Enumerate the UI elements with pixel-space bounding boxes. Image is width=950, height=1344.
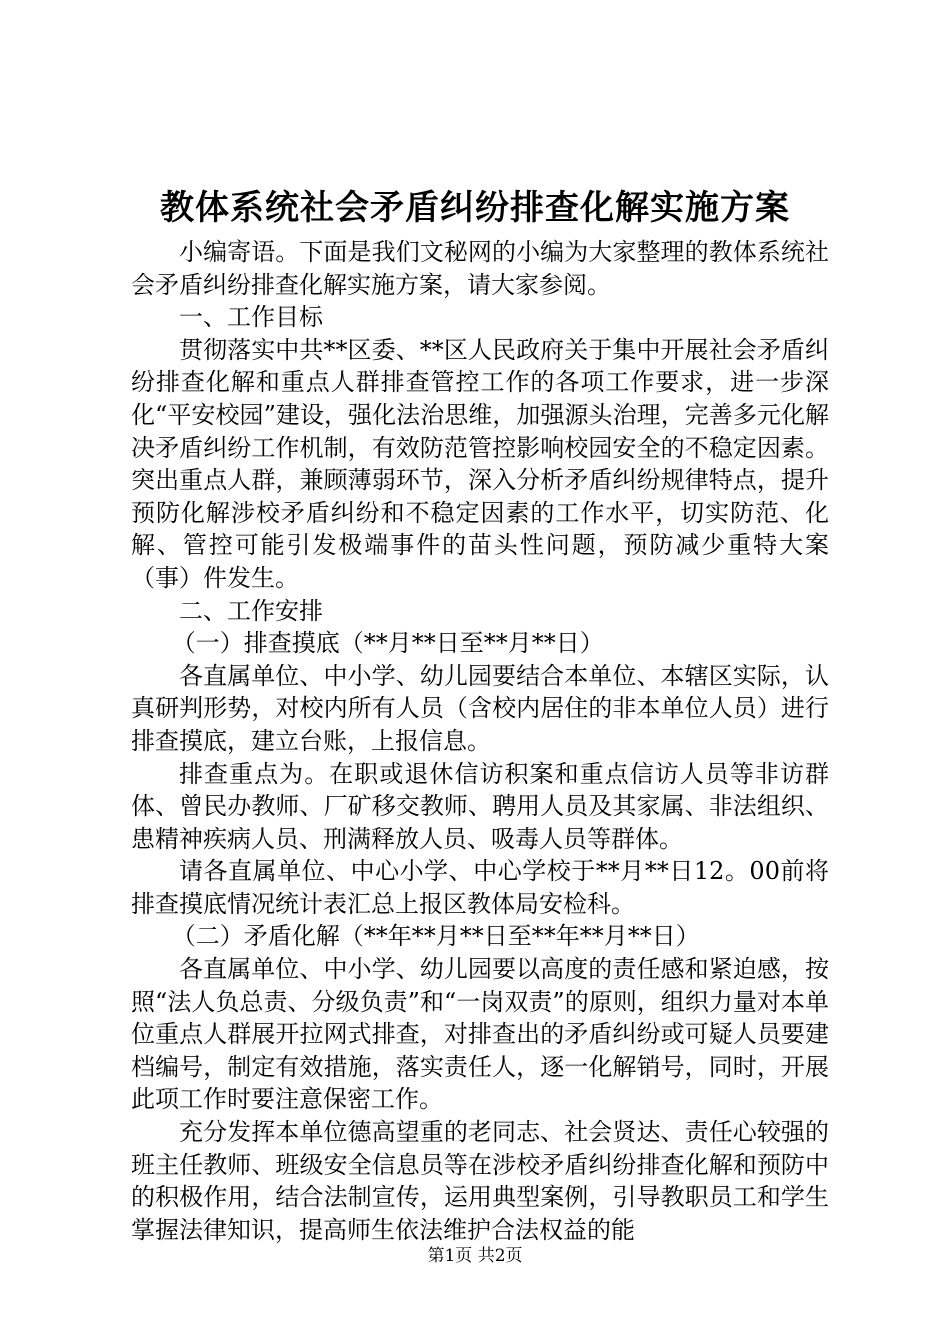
resolution-role-paragraph: 充分发挥本单位德高望重的老同志、社会贤达、责任心较强的班主任教师、班级安全信息员等在涉校矛盾纠纷排查化解和预防中的积极作用，结合法制宣传，运用典型案例，引导教职员工和学生掌握法律知识，提高师生依法维护合法权益的能 <box>131 1118 829 1244</box>
survey-report-paragraph: 请各直属单位、中心小学、中心学校于**月**日12。00前将排查摸底情况统计表汇总上报区教体局安检科。 <box>131 857 829 918</box>
subsection-heading-resolution: （二）矛盾化解（**年**月**日至**年**月**日） <box>171 922 700 951</box>
intro-paragraph: 小编寄语。下面是我们文秘网的小编为大家整理的教体系统社会矛盾纠纷排查化解实施方案，请大家参阅。 <box>131 238 829 299</box>
section-heading-arrangement: 二、工作安排 <box>179 596 323 625</box>
resolution-paragraph: 各直属单位、中小学、幼儿园要以高度的责任感和紧迫感，按照“法人负总责、分级负责”和“一岗双责”的原则，组织力量对本单位重点人群展开拉网式排查，对排查出的矛盾纠纷或可疑人员要建档编号，制定有效措施，落实责任人，逐一化解销号，同时，开展此项工作时要注意保密工作。 <box>131 955 829 1114</box>
section-heading-goals: 一、工作目标 <box>179 303 323 332</box>
survey-focus-paragraph: 排查重点为。在职或退休信访积案和重点信访人员等非访群体、曾民办教师、厂矿移交教师、聘用人员及其家属、非法组织、患精神疾病人员、刑满释放人员、吸毒人员等群体。 <box>131 759 829 853</box>
page-number: 第1页 共2页 <box>427 1246 523 1266</box>
survey-paragraph: 各直属单位、中小学、幼儿园要结合本单位、本辖区实际，认真研判形势，对校内所有人员（含校内居住的非本单位人员）进行排查摸底，建立台账，上报信息。 <box>131 661 829 755</box>
goals-paragraph: 贯彻落实中共**区委、**区人民政府关于集中开展社会矛盾纠纷排查化解和重点人群排查管控工作的各项工作要求，进一步深化“平安校园”建设，强化法治思维，加强源头治理，完善多元化解决矛盾纠纷工作机制，有效防范管控影响校园安全的不稳定因素。突出重点人群，兼顾薄弱环节，深入分析矛盾纠纷规律特点，提升预防化解涉校矛盾纠纷和不稳定因素的工作水平，切实防范、化解、管控可能引发极端事件的苗头性问题，预防减少重特大案（事）件发生。 <box>131 335 829 592</box>
document-body <box>131 236 829 1246</box>
subsection-heading-survey: （一）排查摸底（**月**日至**月**日） <box>171 629 604 658</box>
document-title: 教体系统社会矛盾纠纷排查化解实施方案 <box>160 188 790 228</box>
